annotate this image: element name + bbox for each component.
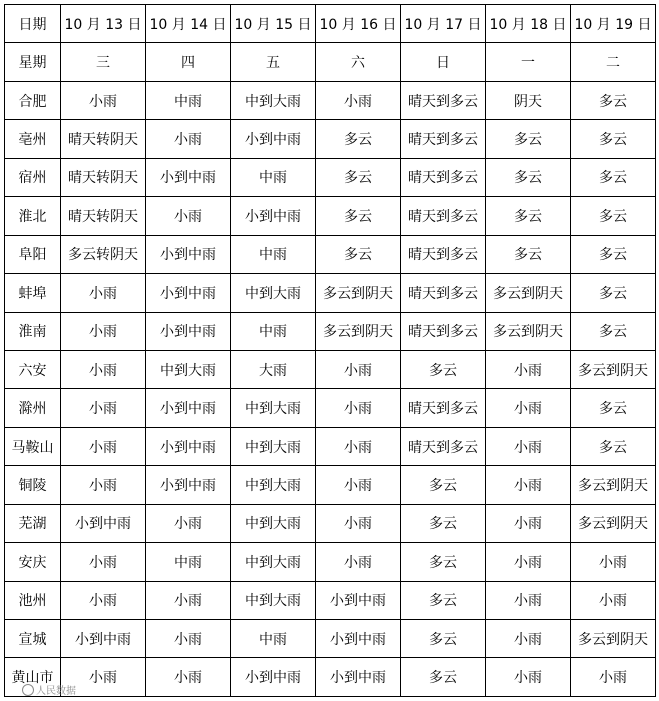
- table-row: [5, 658, 656, 697]
- forecast-cell: 小到中雨: [146, 312, 231, 350]
- forecast-cell: 中雨: [231, 312, 316, 350]
- forecast-cell: 小雨: [316, 81, 401, 119]
- weekday-cell: 一: [486, 43, 571, 81]
- forecast-cell: 中到大雨: [231, 427, 316, 465]
- forecast-cell: 小雨: [571, 543, 656, 581]
- city-cell: 宿州: [5, 158, 61, 196]
- forecast-cell: 小雨: [486, 389, 571, 427]
- forecast-cell: 晴天转阴天: [61, 197, 146, 235]
- forecast-cell: 多云: [316, 235, 401, 273]
- city-cell: 合肥: [5, 81, 61, 119]
- city-cell: 马鞍山: [5, 427, 61, 465]
- date-header-row: [5, 5, 656, 43]
- date-cell: 10 月 17 日: [401, 5, 486, 43]
- weekday-label-cell: 星期: [5, 43, 61, 81]
- table-row: [5, 389, 656, 427]
- forecast-cell: 小雨: [486, 543, 571, 581]
- table-row: [5, 466, 656, 504]
- forecast-cell: 晴天转阴天: [61, 158, 146, 196]
- table-row: [5, 81, 656, 119]
- date-cell: 10 月 18 日: [486, 5, 571, 43]
- forecast-cell: 小雨: [486, 658, 571, 697]
- forecast-cell: 中雨: [231, 620, 316, 658]
- forecast-cell: 中到大雨: [231, 389, 316, 427]
- forecast-cell: 小到中雨: [146, 466, 231, 504]
- forecast-cell: 晴天到多云: [401, 120, 486, 158]
- forecast-cell: 小雨: [316, 350, 401, 388]
- forecast-cell: 中到大雨: [231, 274, 316, 312]
- forecast-cell: 多云: [401, 350, 486, 388]
- forecast-cell: 晴天到多云: [401, 81, 486, 119]
- forecast-cell: 小到中雨: [146, 389, 231, 427]
- forecast-cell: 小雨: [316, 504, 401, 542]
- forecast-cell: 中到大雨: [231, 504, 316, 542]
- forecast-cell: 小雨: [571, 581, 656, 619]
- forecast-cell: 晴天到多云: [401, 274, 486, 312]
- forecast-cell: 多云: [571, 197, 656, 235]
- forecast-cell: 晴天到多云: [401, 235, 486, 273]
- forecast-cell: 小雨: [61, 389, 146, 427]
- weekday-cell: 日: [401, 43, 486, 81]
- weather-forecast-table: [4, 4, 656, 697]
- forecast-cell: 小雨: [146, 120, 231, 158]
- city-cell: 池州: [5, 581, 61, 619]
- forecast-cell: 多云到阴天: [316, 274, 401, 312]
- city-cell: 黄山市: [5, 658, 61, 697]
- city-cell: 宣城: [5, 620, 61, 658]
- city-cell: 芜湖: [5, 504, 61, 542]
- forecast-cell: 晴天转阴天: [61, 120, 146, 158]
- forecast-cell: 小雨: [146, 504, 231, 542]
- table-row: [5, 120, 656, 158]
- weekday-header-row: [5, 43, 656, 81]
- forecast-cell: 小雨: [61, 427, 146, 465]
- forecast-cell: 多云: [486, 120, 571, 158]
- weekday-cell: 四: [146, 43, 231, 81]
- forecast-cell: 多云: [486, 235, 571, 273]
- forecast-cell: 多云到阴天: [571, 350, 656, 388]
- table-row: [5, 350, 656, 388]
- forecast-cell: 多云: [316, 197, 401, 235]
- city-cell: 阜阳: [5, 235, 61, 273]
- forecast-cell: 小雨: [61, 466, 146, 504]
- forecast-cell: 多云: [316, 158, 401, 196]
- forecast-cell: 小到中雨: [146, 158, 231, 196]
- forecast-cell: 多云到阴天: [571, 620, 656, 658]
- forecast-cell: 多云到阴天: [571, 466, 656, 504]
- forecast-cell: 小到中雨: [146, 235, 231, 273]
- forecast-cell: 多云: [401, 658, 486, 697]
- forecast-cell: 小到中雨: [231, 120, 316, 158]
- table-row: [5, 620, 656, 658]
- forecast-cell: 小雨: [571, 658, 656, 697]
- forecast-cell: 多云: [401, 543, 486, 581]
- weekday-cell: 二: [571, 43, 656, 81]
- forecast-cell: 中到大雨: [231, 81, 316, 119]
- forecast-cell: 多云到阴天: [571, 504, 656, 542]
- forecast-cell: 小雨: [146, 197, 231, 235]
- city-cell: 淮北: [5, 197, 61, 235]
- forecast-cell: 多云: [571, 427, 656, 465]
- forecast-cell: 中雨: [146, 81, 231, 119]
- forecast-cell: 小雨: [61, 543, 146, 581]
- forecast-cell: 小雨: [486, 466, 571, 504]
- forecast-cell: 中雨: [231, 158, 316, 196]
- forecast-cell: 小到中雨: [316, 581, 401, 619]
- table-row: [5, 235, 656, 273]
- forecast-cell: 多云: [571, 81, 656, 119]
- forecast-cell: 小到中雨: [61, 620, 146, 658]
- forecast-cell: 多云到阴天: [486, 312, 571, 350]
- forecast-cell: 小雨: [316, 389, 401, 427]
- table-row: [5, 581, 656, 619]
- city-cell: 六安: [5, 350, 61, 388]
- forecast-cell: 中雨: [146, 543, 231, 581]
- forecast-cell: 小到中雨: [61, 504, 146, 542]
- forecast-cell: 中到大雨: [231, 543, 316, 581]
- forecast-cell: 中雨: [231, 235, 316, 273]
- forecast-cell: 小到中雨: [146, 274, 231, 312]
- forecast-cell: 多云: [316, 120, 401, 158]
- forecast-cell: 小雨: [61, 658, 146, 697]
- forecast-cell: 小雨: [316, 466, 401, 504]
- forecast-cell: 多云: [486, 158, 571, 196]
- forecast-cell: 多云: [401, 620, 486, 658]
- forecast-cell: 小雨: [486, 350, 571, 388]
- table-row: [5, 312, 656, 350]
- weekday-cell: 六: [316, 43, 401, 81]
- forecast-cell: 多云: [571, 120, 656, 158]
- forecast-cell: 多云: [571, 158, 656, 196]
- forecast-cell: 小雨: [316, 427, 401, 465]
- forecast-cell: 小雨: [61, 81, 146, 119]
- city-cell: 亳州: [5, 120, 61, 158]
- forecast-cell: 中到大雨: [231, 466, 316, 504]
- forecast-cell: 小到中雨: [231, 197, 316, 235]
- table-row: [5, 158, 656, 196]
- forecast-cell: 晴天到多云: [401, 197, 486, 235]
- watermark-logo-icon: [22, 684, 34, 696]
- forecast-cell: 小雨: [61, 581, 146, 619]
- forecast-cell: 小雨: [61, 350, 146, 388]
- forecast-cell: 小雨: [61, 274, 146, 312]
- table-row: [5, 197, 656, 235]
- forecast-cell: 多云到阴天: [316, 312, 401, 350]
- forecast-cell: 小到中雨: [231, 658, 316, 697]
- forecast-cell: 小到中雨: [316, 658, 401, 697]
- forecast-cell: 阴天: [486, 81, 571, 119]
- city-cell: 滁州: [5, 389, 61, 427]
- forecast-cell: 小雨: [486, 620, 571, 658]
- forecast-cell: 多云: [571, 235, 656, 273]
- forecast-cell: 小雨: [146, 581, 231, 619]
- forecast-cell: 大雨: [231, 350, 316, 388]
- watermark-text: 人民数据: [36, 686, 76, 697]
- forecast-cell: 多云: [486, 197, 571, 235]
- forecast-cell: 晴天到多云: [401, 389, 486, 427]
- weekday-cell: 三: [61, 43, 146, 81]
- forecast-cell: 晴天到多云: [401, 427, 486, 465]
- weekday-cell: 五: [231, 43, 316, 81]
- forecast-body: [5, 5, 656, 697]
- forecast-cell: 多云: [401, 504, 486, 542]
- watermark: [22, 682, 76, 697]
- forecast-cell: 多云: [401, 466, 486, 504]
- forecast-cell: 小雨: [316, 543, 401, 581]
- forecast-cell: 小雨: [486, 504, 571, 542]
- forecast-cell: 多云转阴天: [61, 235, 146, 273]
- forecast-cell: 多云到阴天: [486, 274, 571, 312]
- city-cell: 蚌埠: [5, 274, 61, 312]
- city-cell: 安庆: [5, 543, 61, 581]
- forecast-cell: 小雨: [146, 658, 231, 697]
- forecast-cell: 小雨: [486, 427, 571, 465]
- forecast-cell: 多云: [571, 312, 656, 350]
- table-row: [5, 504, 656, 542]
- table-row: [5, 543, 656, 581]
- city-cell: 铜陵: [5, 466, 61, 504]
- forecast-cell: 晴天到多云: [401, 312, 486, 350]
- date-cell: 10 月 13 日: [61, 5, 146, 43]
- date-cell: 10 月 15 日: [231, 5, 316, 43]
- forecast-cell: 晴天到多云: [401, 158, 486, 196]
- forecast-cell: 小雨: [486, 581, 571, 619]
- forecast-cell: 中到大雨: [231, 581, 316, 619]
- forecast-cell: 多云: [401, 581, 486, 619]
- forecast-cell: 中到大雨: [146, 350, 231, 388]
- date-cell: 10 月 16 日: [316, 5, 401, 43]
- table-row: [5, 274, 656, 312]
- forecast-cell: 小雨: [61, 312, 146, 350]
- forecast-cell: 多云: [571, 274, 656, 312]
- table-row: [5, 427, 656, 465]
- city-cell: 淮南: [5, 312, 61, 350]
- forecast-cell: 小到中雨: [146, 427, 231, 465]
- forecast-cell: 小到中雨: [316, 620, 401, 658]
- forecast-cell: 多云: [571, 389, 656, 427]
- date-cell: 10 月 19 日: [571, 5, 656, 43]
- forecast-cell: 小雨: [146, 620, 231, 658]
- date-cell: 10 月 14 日: [146, 5, 231, 43]
- date-label-cell: 日期: [5, 5, 61, 43]
